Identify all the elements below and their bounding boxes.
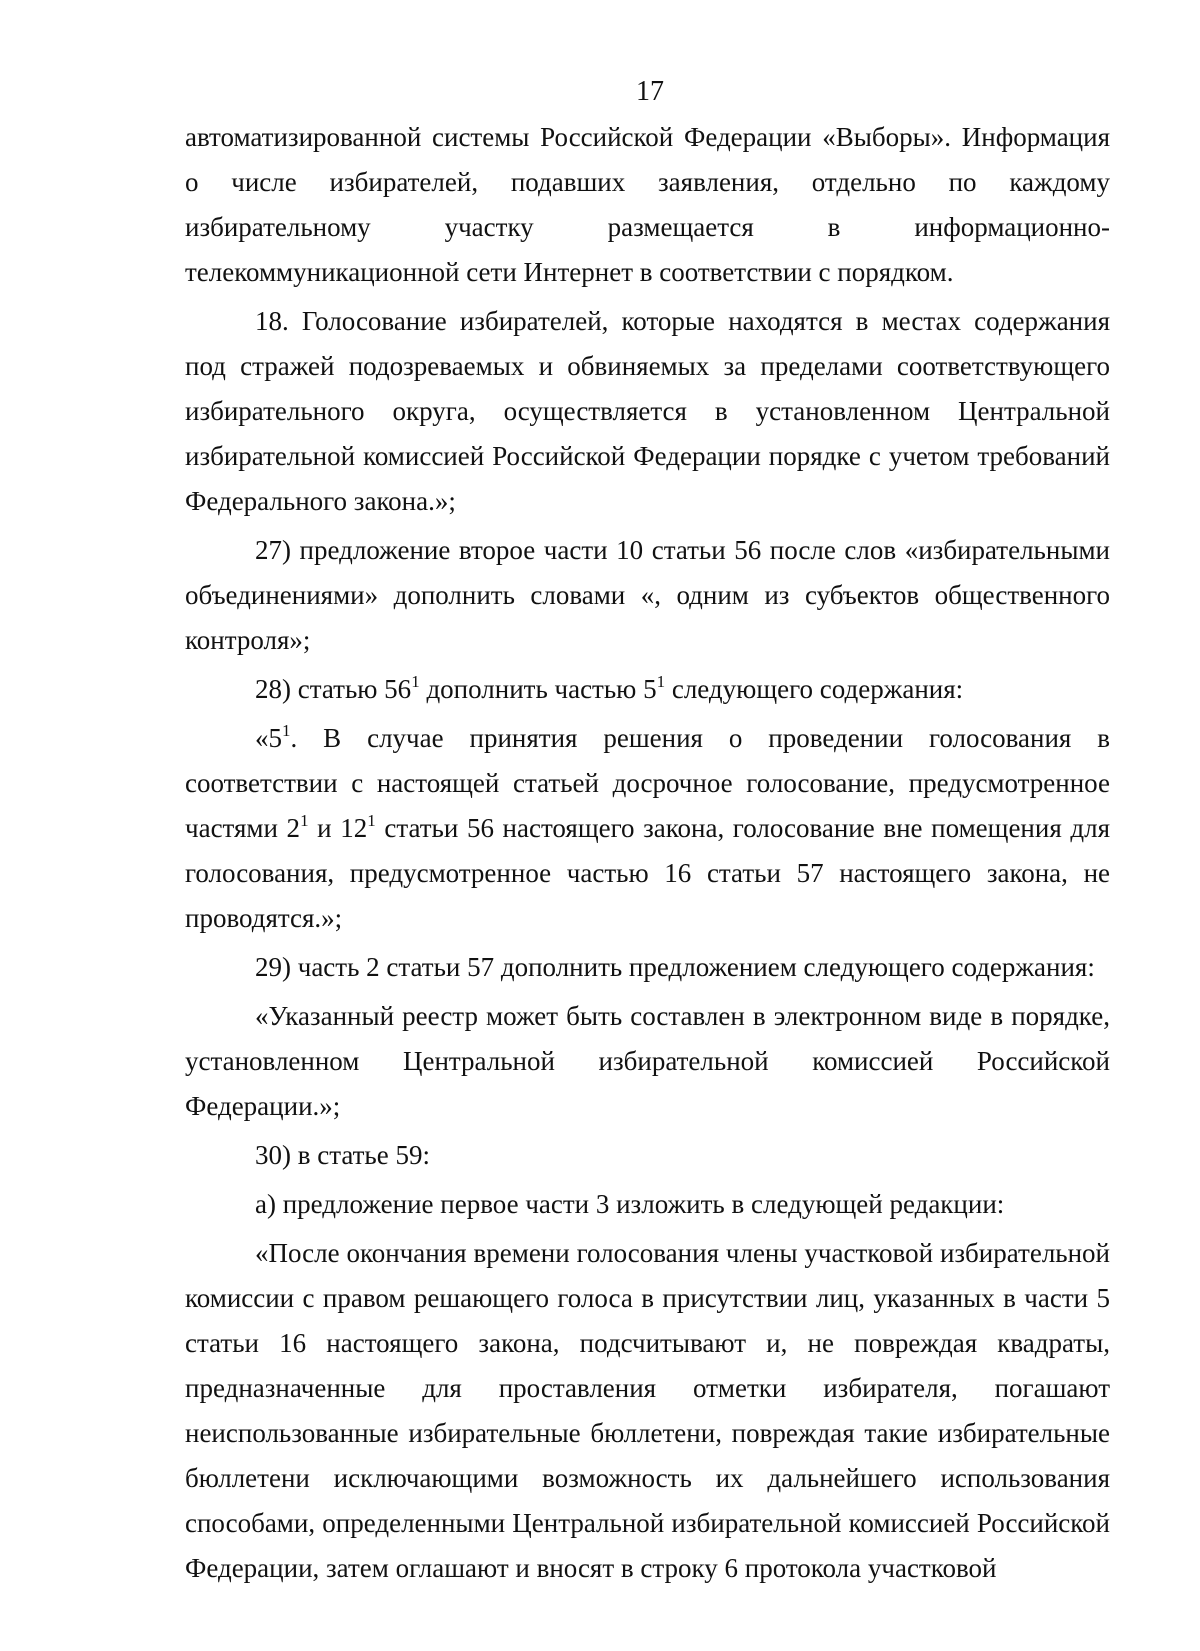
paragraph-p3 bbox=[185, 528, 1110, 663]
paragraph-p10 bbox=[185, 1231, 1110, 1591]
paragraph-p2 bbox=[185, 299, 1110, 524]
text-run: «Указанный реестр может быть составлен в электронном виде в порядке, установленном Центральной избирательной комиссией Российской Федерации.»; bbox=[185, 1001, 1110, 1121]
paragraph-p9 bbox=[185, 1182, 1110, 1227]
text-run: статьи 56 настоящего закона, голосование вне помещения для голосования, предусмотренное частью 16 статьи 57 настоящего закона, не проводятся.»; bbox=[185, 813, 1110, 933]
superscript: 1 bbox=[300, 811, 309, 830]
paragraph-p6 bbox=[185, 945, 1110, 990]
text-run: «5 bbox=[255, 723, 282, 753]
document-body bbox=[185, 115, 1110, 1591]
text-run: дополнить частью 5 bbox=[419, 674, 657, 704]
text-run: и 12 bbox=[308, 813, 368, 843]
superscript: 1 bbox=[656, 672, 666, 691]
superscript: 1 bbox=[367, 811, 376, 830]
text-run: 18. Голосование избирателей, которые находятся в местах содержания под стражей подозреваемых и обвиняемых за пределами соответствующего избирательного округа, осуществляется в установленном Центральной избирательной комиссией Российской Федерации порядке с учетом требований Федерального закона.»; bbox=[185, 306, 1110, 516]
page-number: 17 bbox=[636, 76, 664, 107]
text-run: 30) в статье 59: bbox=[255, 1140, 430, 1170]
superscript: 1 bbox=[411, 672, 420, 691]
superscript: 1 bbox=[282, 721, 291, 740]
text-run: «После окончания времени голосования члены участковой избирательной комиссии с правом решающего голоса в присутствии лиц, указанных в части 5 статьи 16 настоящего закона, подсчитывают и, не повреждая квадраты, предназначенные для проставления отметки избирателя, погашают неиспользованные избирательные бюллетени, повреждая такие избирательные бюллетени исключающими возможность их дальнейшего использования способами, определенными Центральной избирательной комиссией Российской Федерации, затем оглашают и вносят в строку 6 протокола участковой bbox=[185, 1238, 1110, 1583]
text-run: автоматизированной системы Российской Федерации «Выборы». Информация о числе избирателей, подавших заявления, отдельно по каждому избирательному участку размещается в информационно-телекоммуникационной сети Интернет в соответствии с порядком. bbox=[185, 122, 1110, 287]
text-run: . В случае принятия решения о проведении голосования в соответствии с настоящей статьей досрочное голосование, предусмотренное частями 2 bbox=[185, 723, 1110, 843]
text-run: а) предложение первое части 3 изложить в следующей редакции: bbox=[255, 1189, 1005, 1219]
paragraph-p4 bbox=[185, 667, 1110, 712]
paragraph-p7 bbox=[185, 994, 1110, 1129]
paragraph-p5 bbox=[185, 716, 1110, 941]
paragraph-p1 bbox=[185, 115, 1110, 295]
text-run: следующего содержания: bbox=[665, 674, 964, 704]
text-run: 29) часть 2 статьи 57 дополнить предложением следующего содержания: bbox=[255, 952, 1095, 982]
text-run: 28) статью 56 bbox=[255, 674, 412, 704]
text-run: 27) предложение второе части 10 статьи 56 после слов «избирательными объединениями» дополнить словами «, одним из субъектов общественного контроля»; bbox=[185, 535, 1110, 655]
paragraph-p8 bbox=[185, 1133, 1110, 1178]
